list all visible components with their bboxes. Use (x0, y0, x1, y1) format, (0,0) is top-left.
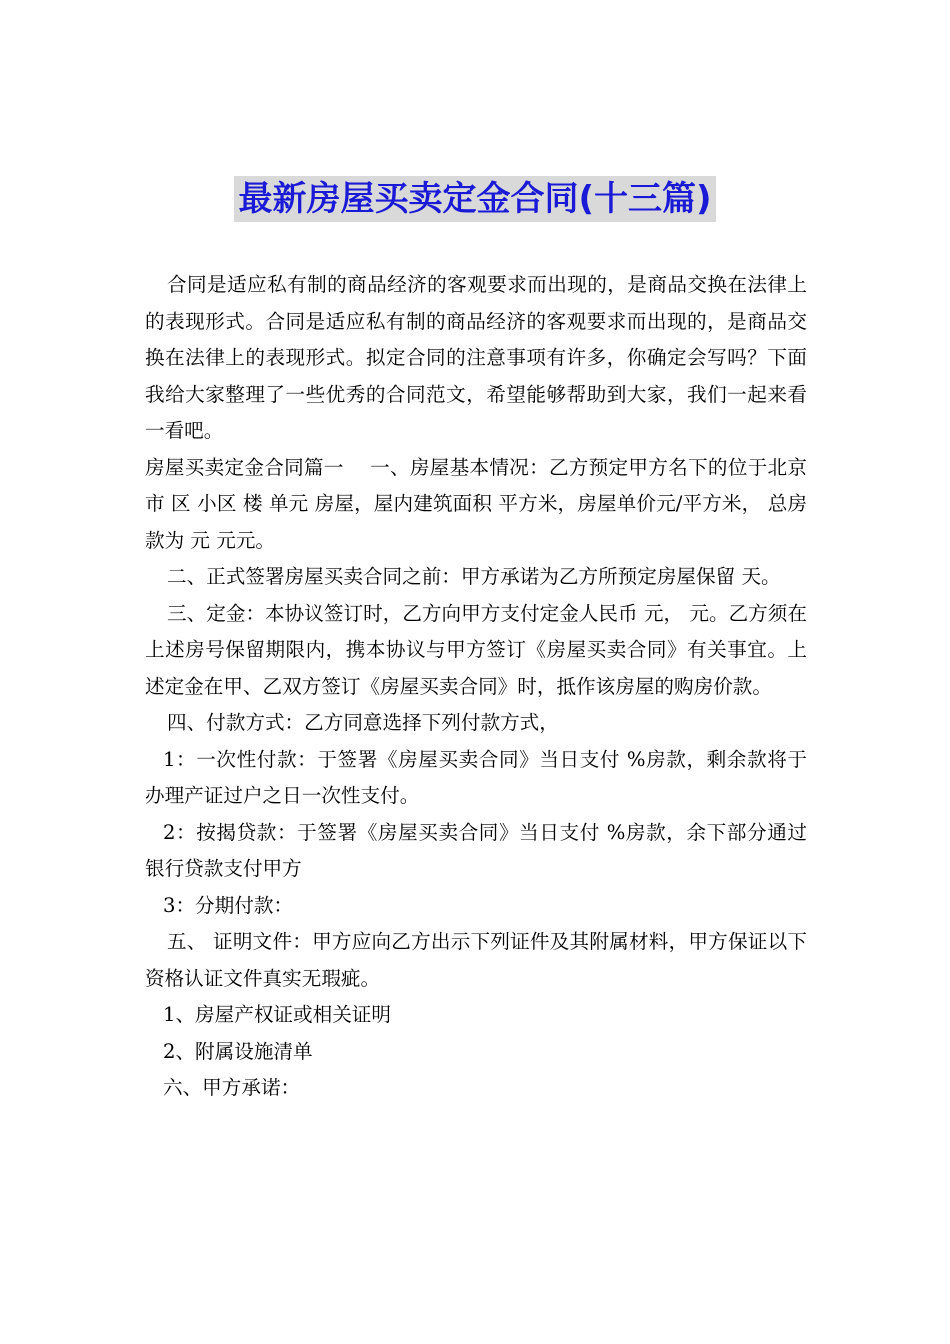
paragraph-section-5: 五、 证明文件：甲方应向乙方出示下列证件及其附属材料，甲方保证以下资格认证文件真实无瑕疵。 (145, 930, 807, 990)
document-body (145, 267, 807, 1107)
paragraph-intro: 合同是适应私有制的商品经济的客观要求而出现的，是商品交换在法律上的表现形式。合同是适应私有制的商品经济的客观要求而出现的，是商品交换在法律上的表现形式。拟定合同的注意事项有许多，你确定会写吗？下面我给大家整理了一些优秀的合同范文，希望能够帮助到大家，我们一起来看一看吧。 (145, 273, 807, 442)
paragraph-section-6: 六、甲方承诺： (163, 1076, 301, 1099)
paragraph-document-item-1: 1、房屋产权证或相关证明 (163, 1003, 391, 1026)
paragraph-payment-option-2: 2：按揭贷款：于签署《房屋买卖合同》当日支付 %房款，余下部分通过银行贷款支付甲方 (145, 820, 807, 880)
paragraph-section-4: 四、付款方式：乙方同意选择下列付款方式， (167, 711, 559, 734)
paragraph-payment-option-1: 1：一次性付款：于签署《房屋买卖合同》当日支付 %房款，剩余款将于办理产证过户之日一次性支付。 (145, 747, 807, 807)
paragraph-section-3: 三、定金：本协议签订时，乙方向甲方支付定金人民币 元， 元。乙方须在上述房号保留期限内，携本协议与甲方签订《房屋买卖合同》有关事宜。上述定金在甲、乙双方签订《房屋买卖合同》时，抵作该房屋的购房价款。 (145, 601, 807, 698)
paragraph-payment-option-3: 3：分期付款： (163, 893, 294, 917)
paragraph-section-1: 房屋买卖定金合同篇一 一、房屋基本情况：乙方预定甲方名下的位于北京市 区 小区 楼 单元 房屋，屋内建筑面积 平方米，房屋单价元/平方米， 总房款为 元 元元。 (145, 455, 807, 552)
paragraph-document-item-2: 2、附属设施清单 (163, 1039, 313, 1063)
paragraph-section-2: 二、正式签署房屋买卖合同之前：甲方承诺为乙方所预定房屋保留 天。 (167, 565, 781, 588)
document-title: 最新房屋买卖定金合同(十三篇) (234, 176, 715, 222)
title-container (0, 176, 950, 222)
